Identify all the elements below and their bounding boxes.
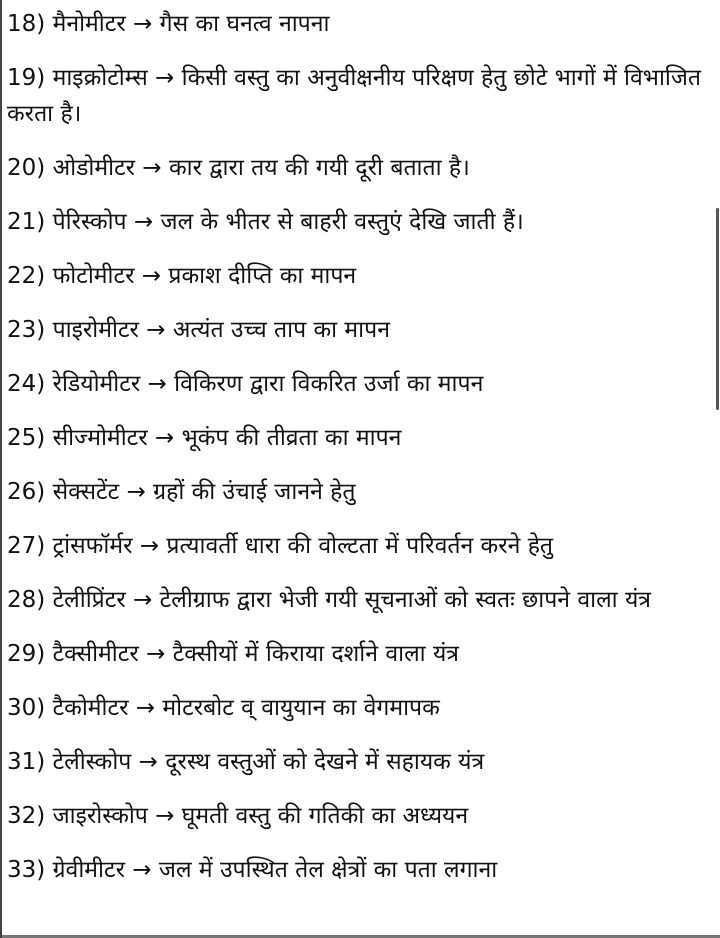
list-item — [7, 798, 711, 834]
instrument-name: पेरिस्कोप — [52, 209, 127, 235]
instrument-description: भूकंप की तीव्रता का मापन — [181, 425, 402, 451]
list-item — [7, 852, 711, 888]
instrument-name: सेक्सटेंट — [52, 479, 120, 505]
instrument-description: ग्रहों की उंचाई जानने हेतु — [153, 479, 356, 505]
list-item — [7, 420, 711, 456]
list-item — [7, 150, 711, 186]
arrow-icon: → — [142, 155, 162, 181]
instrument-name: माइक्रोटोम्स — [52, 65, 148, 91]
instrument-name: पाइरोमीटर — [52, 317, 139, 343]
item-number: 20) — [7, 155, 46, 181]
instrument-description: किसी वस्तु का अनुवीक्षनीय परिक्षण हेतु छोटे भागों में विभाजित करता है। — [7, 65, 702, 127]
instrument-name: टेलीप्रिंटर — [52, 587, 126, 613]
item-number: 23) — [7, 317, 46, 343]
instrument-name: फोटोमीटर — [52, 263, 135, 289]
arrow-icon: → — [146, 317, 166, 343]
instrument-list — [7, 6, 711, 888]
instrument-description: प्रकाश दीप्ति का मापन — [168, 263, 357, 289]
arrow-icon: → — [139, 533, 160, 559]
instrument-name: टैकोमीटर — [52, 695, 129, 721]
arrow-icon: → — [135, 695, 156, 721]
instrument-name: टेलीस्कोप — [52, 749, 132, 775]
instrument-name: ओडोमीटर — [52, 155, 136, 181]
instrument-description: मोटरबोट व् वायुयान का वेगमापक — [162, 695, 440, 721]
instrument-description: विकिरण द्वारा विकरित उर्जा का मापन — [174, 371, 484, 397]
arrow-icon: → — [133, 587, 153, 613]
item-number: 26) — [7, 479, 46, 505]
instrument-description: टेलीग्राफ द्वारा भेजी गयी सूचनाओं को स्वतः छापने वाला यंत्र — [159, 587, 651, 613]
list-item — [7, 636, 711, 672]
item-number: 18) — [7, 11, 46, 37]
list-item — [7, 312, 711, 348]
item-number: 31) — [7, 749, 46, 775]
arrow-icon: → — [155, 803, 175, 829]
instrument-description: टैक्सीयों में किराया दर्शाने वाला यंत्र — [172, 641, 459, 667]
item-number: 24) — [7, 371, 46, 397]
list-item — [7, 366, 711, 402]
instrument-description: घूमती वस्तु की गतिकी का अध्ययन — [181, 803, 469, 829]
list-item — [7, 744, 711, 780]
instrument-name: ग्रेवीमीटर — [52, 857, 125, 883]
list-item — [7, 474, 711, 510]
list-item — [7, 204, 711, 240]
instrument-name: टैक्सीमीटर — [52, 641, 139, 667]
instrument-description: प्रत्यावर्ती धारा की वोल्टता में परिवर्तन करने हेतु — [166, 533, 554, 559]
item-number: 22) — [7, 263, 46, 289]
list-item — [7, 60, 711, 132]
item-number: 27) — [7, 533, 46, 559]
instrument-description: कार द्वारा तय की गयी दूरी बताता है। — [168, 155, 470, 181]
arrow-icon: → — [133, 11, 153, 37]
list-item — [7, 582, 711, 618]
item-number: 19) — [7, 65, 46, 91]
list-item — [7, 690, 711, 726]
arrow-icon: → — [146, 641, 166, 667]
arrow-icon: → — [126, 479, 146, 505]
list-item — [7, 258, 711, 294]
list-item — [7, 6, 711, 42]
item-number: 32) — [7, 803, 46, 829]
item-number: 29) — [7, 641, 46, 667]
instrument-name: सीज्मोमीटर — [52, 425, 148, 451]
arrow-icon: → — [154, 425, 175, 451]
scrollbar[interactable] — [716, 208, 719, 410]
item-number: 28) — [7, 587, 46, 613]
item-number: 21) — [7, 209, 46, 235]
instrument-description: जल के भीतर से बाहरी वस्तुएं देखि जाती हैं। — [160, 209, 524, 235]
arrow-icon: → — [155, 65, 175, 91]
item-number: 30) — [7, 695, 46, 721]
arrow-icon: → — [133, 209, 154, 235]
instrument-name: जाइरोस्कोप — [52, 803, 148, 829]
instrument-name: ट्रांसफॉर्मर — [52, 533, 133, 559]
instrument-description: अत्यंत उच्च ताप का मापन — [172, 317, 390, 343]
instrument-name: रेडियोमीटर — [52, 371, 141, 397]
list-item — [7, 528, 711, 564]
instrument-name: मैनोमीटर — [52, 11, 126, 37]
instrument-description: गैस का घनत्व नापना — [159, 11, 330, 37]
instrument-description: दूरस्थ वस्तुओं को देखने में सहायक यंत्र — [165, 749, 485, 775]
item-number: 33) — [7, 857, 46, 883]
arrow-icon: → — [132, 857, 152, 883]
item-number: 25) — [7, 425, 46, 451]
arrow-icon: → — [147, 371, 167, 397]
instrument-description: जल में उपस्थित तेल क्षेत्रों का पता लगाना — [158, 857, 498, 883]
arrow-icon: → — [138, 749, 158, 775]
arrow-icon: → — [141, 263, 162, 289]
